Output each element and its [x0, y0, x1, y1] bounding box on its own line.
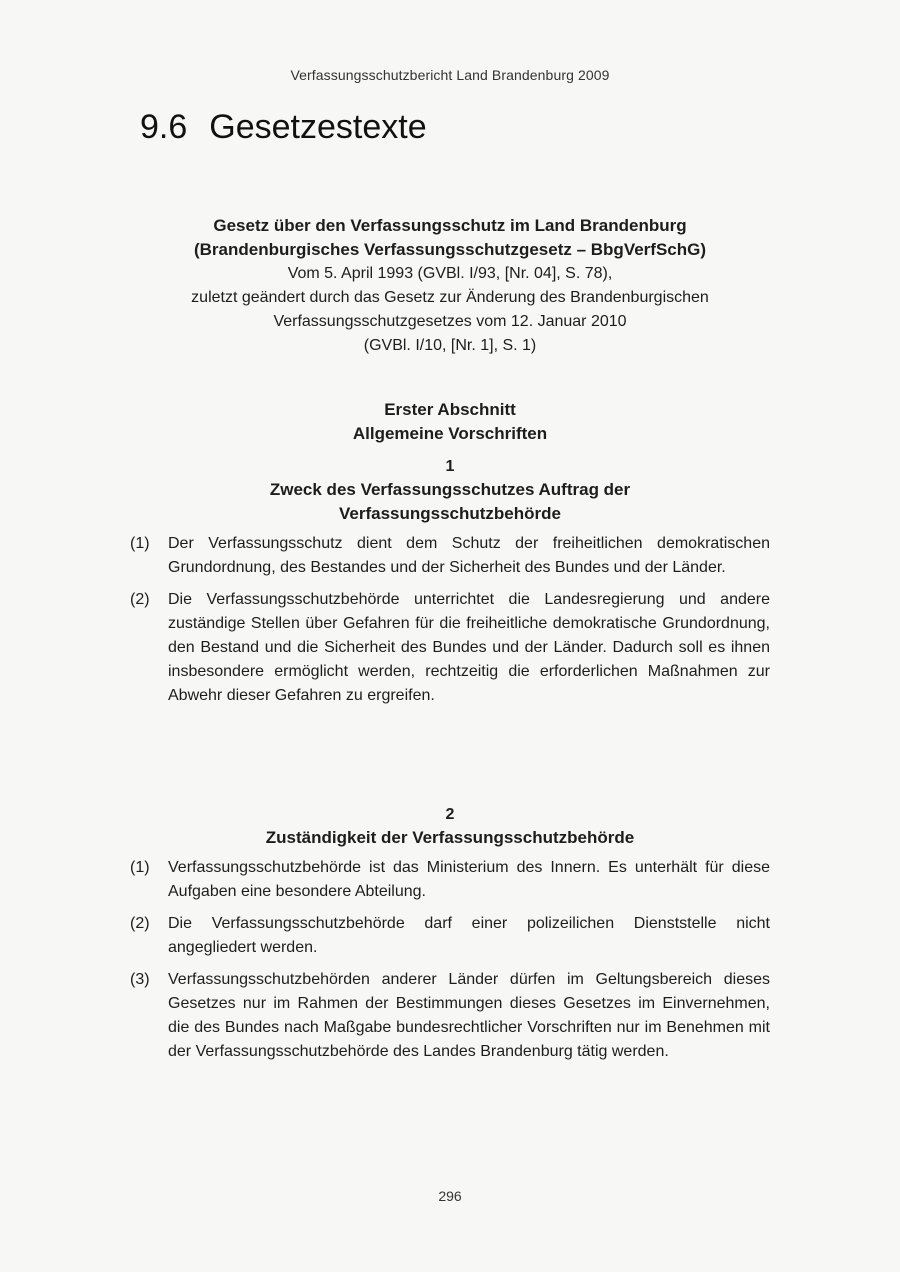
clause-text: Der Verfassungsschutz dient dem Schutz der freiheitlichen demokratischen Grundordnung, des Bestandes und der Sicherheit des Bundes und der Länder. [168, 535, 770, 576]
clause [130, 856, 770, 904]
law-title-line2: (Brandenburgisches Verfassungsschutzgesetz – BbgVerfSchG) [193, 240, 707, 259]
clause [130, 588, 770, 708]
paragraph-heading-line1: Zuständigkeit der Verfassungsschutzbehörde [265, 828, 635, 847]
paragraph-number: 2 [445, 806, 455, 823]
clause [130, 912, 770, 960]
abschnitt-line2: Allgemeine Vorschriften [352, 424, 548, 443]
law-meta-line2: zuletzt geändert durch das Gesetz zur Änderung des Brandenburgischen [191, 289, 709, 306]
law-meta-line4: (GVBl. I/10, [Nr. 1], S. 1) [363, 337, 537, 354]
paragraph-heading-line2: Verfassungsschutzbehörde [338, 504, 561, 523]
law-header [120, 214, 780, 358]
clause-number: (2) [130, 591, 150, 608]
clause-text: Die Verfassungsschutzbehörde darf einer polizeilichen Dienststelle nicht angegliedert werden. [168, 915, 770, 956]
clause-number: (2) [130, 915, 150, 932]
paragraph-number: 1 [445, 458, 455, 475]
section-title [140, 108, 427, 147]
paragraph-2 [130, 804, 770, 1072]
clause-text: Verfassungsschutzbehörde ist das Ministerium des Innern. Es unterhält für diese Aufgaben eine besondere Abteilung. [168, 859, 770, 900]
clause [130, 968, 770, 1064]
clause-text: Die Verfassungsschutzbehörde unterrichtet die Landesregierung und andere zuständige Stellen über Gefahren für die freiheitliche demokratische Grundordnung, den Bestand und die Sicherheit des Bundes und der Länder. Dadurch soll es ihnen insbesondere ermöglicht werden, rechtzeitig die erforderlichen Maßnahmen zur Abwehr dieser Gefahren zu ergreifen. [168, 591, 770, 704]
abschnitt-heading [120, 398, 780, 446]
clause-number: (3) [130, 971, 150, 988]
law-meta-line1: Vom 5. April 1993 (GVBl. I/93, [Nr. 04], S. 78), [287, 265, 613, 282]
section-title-text: Gesetzestexte [209, 108, 427, 146]
law-meta-line3: Verfassungsschutzgesetzes vom 12. Januar 2010 [273, 313, 627, 330]
law-title-line1: Gesetz über den Verfassungsschutz im Land Brandenburg [213, 216, 687, 235]
clause-number: (1) [130, 535, 150, 552]
clause-number: (1) [130, 859, 150, 876]
page-number: 296 [438, 1188, 462, 1204]
abschnitt-line1: Erster Abschnitt [384, 400, 516, 419]
section-number: 9.6 [140, 108, 188, 146]
paragraph-1 [130, 456, 770, 716]
running-header: Verfassungsschutzbericht Land Brandenburg 2009 [290, 67, 610, 83]
clause-text: Verfassungsschutzbehörden anderer Länder dürfen im Geltungsbereich dieses Gesetzes nur im Rahmen der Bestimmungen dieses Gesetzes im Einvernehmen, die des Bundes nach Maßgabe bundesrechtlicher Vorschriften nur im Benehmen mit der Verfassungsschutzbehörde des Landes Brandenburg tätig werden. [168, 971, 770, 1060]
clause [130, 532, 770, 580]
paragraph-heading-line1: Zweck des Verfassungsschutzes Auftrag der [269, 480, 631, 499]
